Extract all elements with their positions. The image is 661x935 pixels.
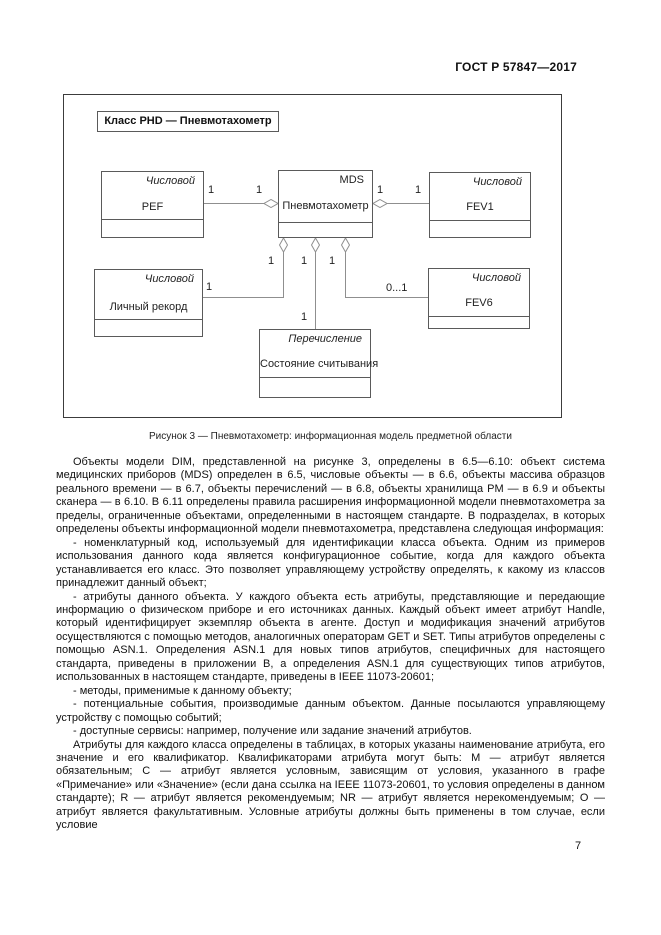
- multiplicity-label: 1: [329, 255, 336, 267]
- body-paragraph: - доступные сервисы: например, получение или задание значений атрибутов.: [73, 725, 472, 738]
- stereotype-label: Числовой: [471, 272, 521, 284]
- aggregation-diamond-icon: [311, 238, 320, 252]
- compartment-divider: [260, 377, 370, 378]
- multiplicity-label: 1: [415, 184, 422, 196]
- body-paragraph: - потенциальные события, производимые данным объектом. Данные посылаются управляющему устройству с помощью событий;: [56, 698, 605, 724]
- stereotype-label: MDS: [339, 174, 364, 186]
- compartment-divider: [429, 316, 529, 317]
- class-box-fev6: [428, 268, 530, 329]
- compartment-divider: [279, 222, 372, 223]
- multiplicity-label: 0...1: [386, 282, 408, 294]
- class-box-pef: [101, 171, 204, 238]
- multiplicity-label: 1: [301, 311, 308, 323]
- compartment-divider: [95, 319, 202, 320]
- body-paragraph: - методы, применимые к данному объекту;: [73, 684, 292, 697]
- stereotype-label: Числовой: [144, 273, 194, 285]
- body-text: [56, 456, 605, 833]
- stereotype-label: Перечисление: [288, 333, 362, 345]
- body-paragraph: Объекты модели DIM, представленной на рисунке 3, определены в 6.5—6.10: объект система медицинских приборов (MDS) определен в 6.5, числовые объекты — в 6.6, объекты массива образцов реального времени — в 6.7, объекты перечислений — в 6.8, объекты хранилища PM — в 6.9 и объекты сканера — в 6.10. В 6.11 определены правила расширения информационной модели пневмотахометра за пределы, ограниченные объектами, определенными в настоящем стандарте. В подразделах, в которых определены объекты информационной модели пневмотахометра, представлена следующая информация:: [56, 456, 605, 536]
- stereotype-label: Числовой: [472, 176, 522, 188]
- class-name-label: FEV6: [465, 297, 493, 309]
- class-name-label: PEF: [141, 201, 164, 213]
- class-box-reading-state: [259, 329, 379, 398]
- compartment-divider: [102, 219, 203, 220]
- body-paragraph: Атрибуты для каждого класса определены в таблицах, в которых указаны наименование атрибута, его значение и его квалификатор. Квалификаторами атрибута могут быть: M — атрибут является обязательным; C — атрибут является условным, зависящим от условия, указанного в графе «Примечание» или «Значение» (если дана ссылка на IEEE 11073-20601, то условия определены в данном стандарте); R — атрибут является рекомендуемым; NR — атрибут является нерекомендуемым; O — атрибут является факультативным. Условные атрибуты должны быть применены в том случае, если условие: [56, 738, 605, 832]
- body-paragraph: - номенклатурный код, используемый для идентификации класса объекта. Одним из примеров использования данного кода является конфигурационное событие, когда для каждого объекта устанавливается его класс. Это позволяет управляющему устройству определять, к какому из классов принадлежит данный объект;: [56, 536, 605, 590]
- class-name-label: Состояние считывания: [260, 358, 379, 370]
- standard-number: ГОСТ Р 57847—2017: [455, 60, 577, 74]
- multiplicity-label: 1: [301, 255, 308, 267]
- figure-frame: [63, 94, 562, 418]
- compartment-divider: [430, 220, 530, 221]
- aggregation-diamond-icon: [264, 199, 278, 208]
- aggregation-diamond-icon: [279, 238, 288, 252]
- figure-caption: Рисунок 3 — Пневмотахометр: информационная модель предметной области: [149, 431, 512, 442]
- connector-mds-fev6-v: [345, 252, 346, 298]
- class-name-label: Личный рекорд: [109, 301, 188, 313]
- body-paragraph: - атрибуты данного объекта. У каждого объекта есть атрибуты, представляющие и передающие информацию о физическом приборе и его источниках данных. Каждый объект имеет атрибут Handle, который идентифицирует экземпляр объекта в агенте. Доступ и модификация значений атрибутов осуществляются с помощью методов, аналогичных операторам GET и SET. Типы атрибутов определены с помощью ASN.1. Определения ASN.1 для новых типов атрибутов, специфичных для настоящего стандарта, приведены в приложении В, а определения ASN.1 для существующих типов атрибутов, использованных в настоящем стандарте, приведены в IEEE 11073-20601;: [56, 590, 605, 684]
- diagram-title: Класс PHD — Пневмотахометр: [97, 111, 279, 132]
- aggregation-diamond-icon: [341, 238, 350, 252]
- class-name-label: Пневмотахометр: [282, 200, 369, 212]
- connector-pef-mds: [204, 203, 264, 204]
- class-name-label: FEV1: [466, 201, 494, 213]
- connector-mds-fev6-h: [346, 297, 428, 298]
- connector-mds-fev1: [387, 203, 429, 204]
- class-box-fev1: [429, 172, 531, 238]
- connector-mds-personal-h: [203, 297, 284, 298]
- aggregation-diamond-icon: [373, 199, 387, 208]
- stereotype-label: Числовой: [145, 175, 195, 187]
- multiplicity-label: 1: [268, 255, 275, 267]
- multiplicity-label: 1: [256, 184, 263, 196]
- class-box-mds: [278, 170, 373, 238]
- multiplicity-label: 1: [208, 184, 215, 196]
- multiplicity-label: 1: [377, 184, 384, 196]
- class-box-personal-record: [94, 269, 203, 337]
- page-number: 7: [574, 840, 582, 852]
- connector-mds-personal-v: [283, 252, 284, 298]
- multiplicity-label: 1: [206, 281, 213, 293]
- connector-mds-state-v: [315, 252, 316, 329]
